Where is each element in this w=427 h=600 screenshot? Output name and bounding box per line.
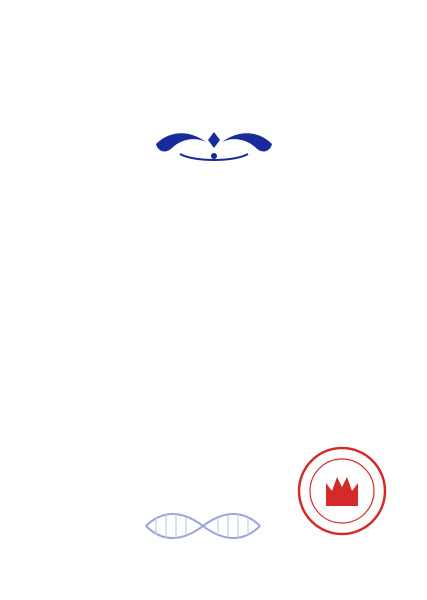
dna-icon [142, 508, 264, 544]
certificate-id-line [50, 533, 56, 539]
crown-col-left [0, 0, 22, 600]
certificate-body [28, 183, 399, 192]
crown-row-top [0, 0, 427, 22]
crown-col-right [405, 0, 427, 600]
crown-row-bottom [0, 578, 427, 600]
crown-seal-icon [296, 445, 388, 537]
ornament-icon [150, 126, 278, 166]
